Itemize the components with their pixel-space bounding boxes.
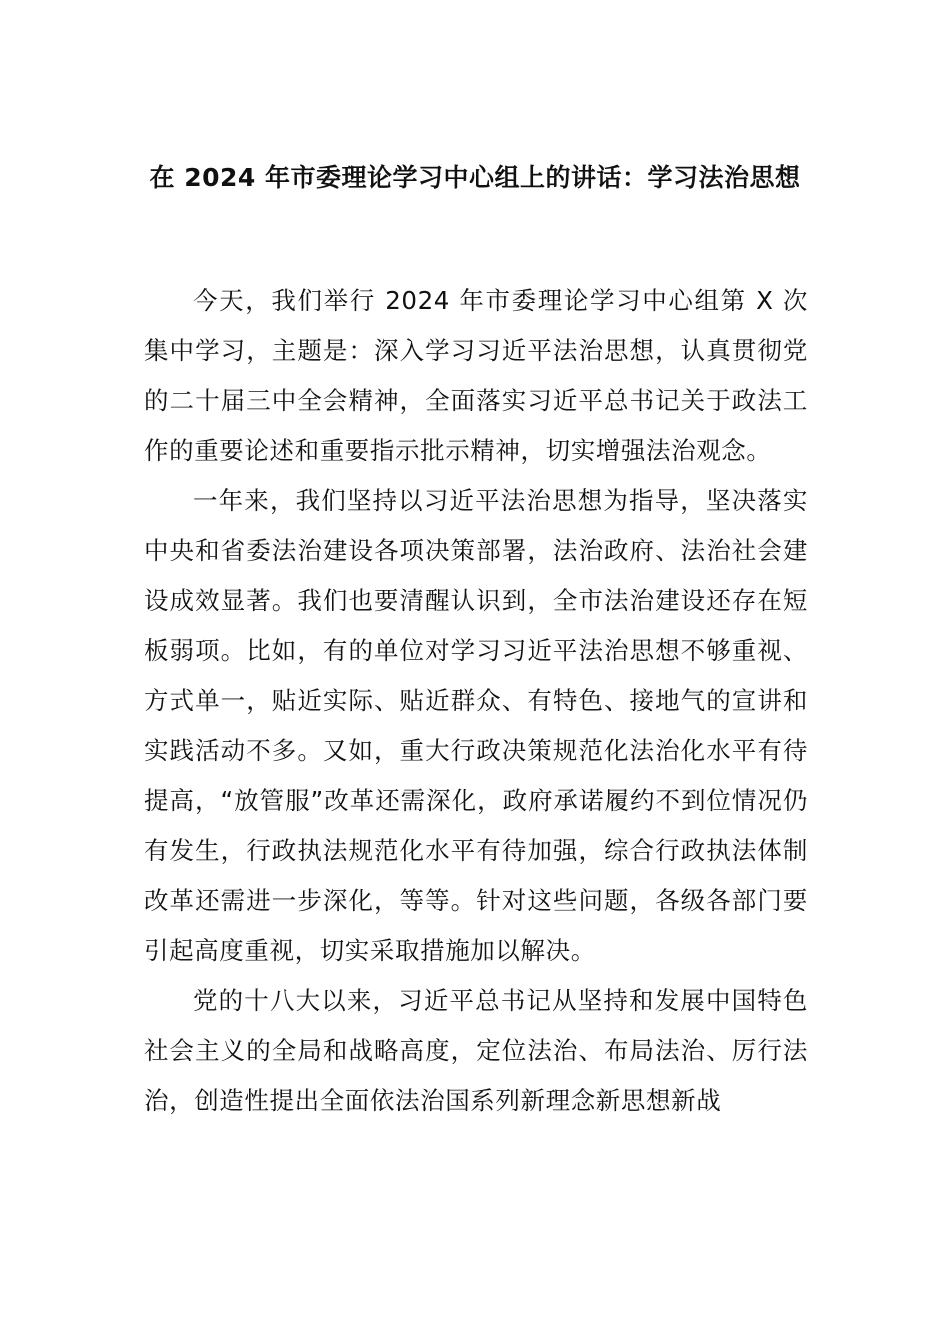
paragraph-background: 党的十八大以来，习近平总书记从坚持和发展中国特色社会主义的全局和战略高度，定位法治、布局法治、厉行法治，创造性提出全面依法治国系列新理念新思想新战 [144, 986, 808, 1115]
paragraph-opening: 今天，我们举行 2024 年市委理论学习中心组第 X 次集中学习，主题是：深入学习习近平法治思想，认真贯彻党的二十届三中全会精神，全面落实习近平总书记关于政法工作的重要论述和重要指示批示精神，切实增强法治观念。 [144, 286, 808, 465]
document-title: 在 2024 年市委理论学习中心组上的讲话：学习法治思想 [149, 163, 801, 192]
paragraph-review: 一年来，我们坚持以习近平法治思想为指导，坚决落实中央和省委法治建设各项决策部署，法治政府、法治社会建设成效显著。我们也要清醒认识到，全市法治建设还存在短板弱项。比如，有的单位对学习习近平法治思想不够重视、方式单一，贴近实际、贴近群众、有特色、接地气的宣讲和实践活动不多。又如，重大行政决策规范化法治化水平有待提高，“放管服”改革还需深化，政府承诺履约不到位情况仍有发生，行政执法规范化水平有待加强，综合行政执法体制改革还需进一步深化，等等。针对这些问题，各级各部门要引起高度重视，切实采取措施加以解决。 [144, 486, 808, 965]
document-body [144, 276, 808, 1126]
